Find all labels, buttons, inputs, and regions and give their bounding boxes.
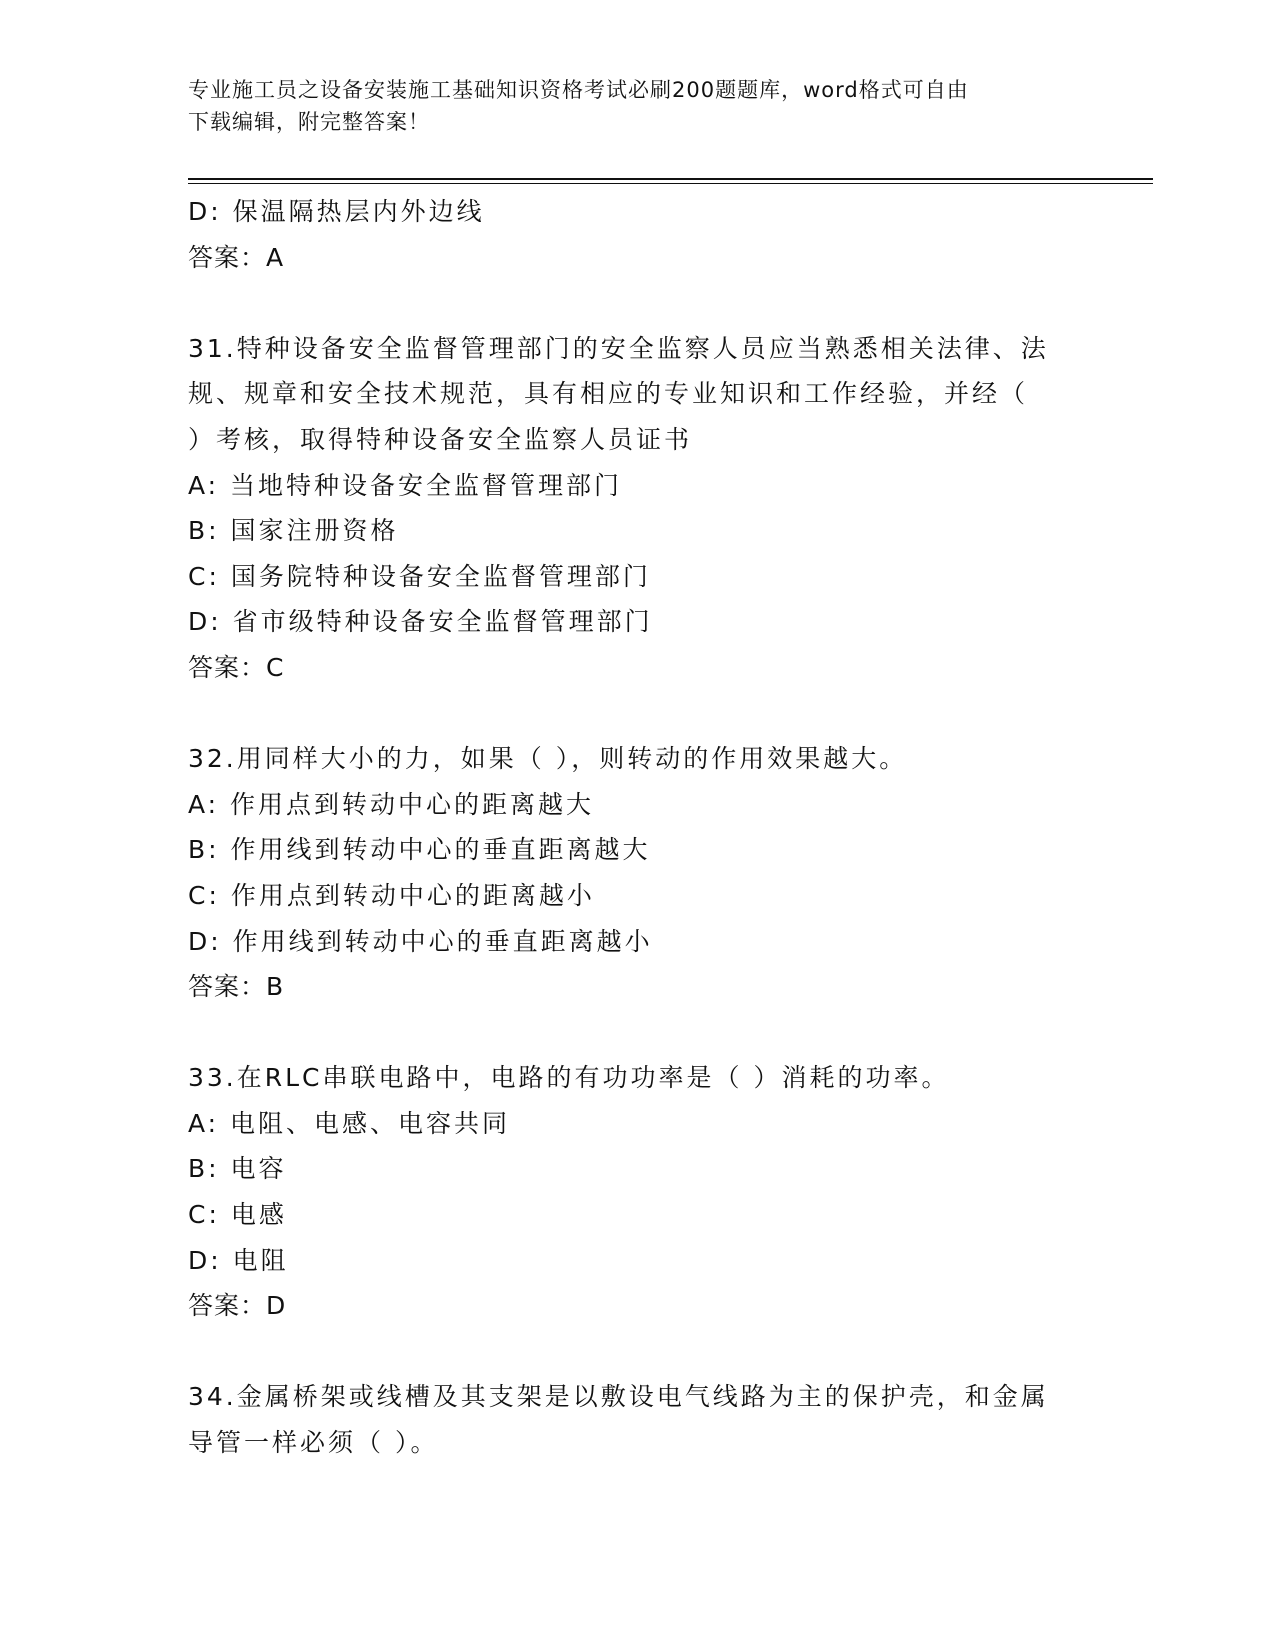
question-text-line: 34.金属桥架或线槽及其支架是以敷设电气线路为主的保护壳，和金属 (188, 1382, 1049, 1412)
option-d: D: 省市级特种设备安全监督管理部门 (188, 607, 653, 637)
header-divider-thick (188, 178, 1153, 180)
option-a: A: 作用点到转动中心的距离越大 (188, 789, 595, 819)
option-b: B: 作用线到转动中心的垂直距离越大 (188, 835, 651, 865)
header-line-2: 下载编辑，附完整答案！ (188, 110, 430, 134)
option-d: D: 保温隔热层内外边线 (188, 197, 485, 226)
option-d: D: 作用线到转动中心的垂直距离越小 (188, 926, 653, 956)
question-33 (188, 1055, 1088, 1329)
question-content (188, 189, 1088, 1466)
option-a: A: 当地特种设备安全监督管理部门 (188, 470, 623, 500)
option-a: A: 电阻、电感、电容共同 (188, 1108, 511, 1138)
question-text-line: 31.特种设备安全监督管理部门的安全监察人员应当熟悉相关法律、法 (188, 333, 1049, 363)
spacer (188, 1010, 1088, 1056)
question-34 (188, 1374, 1088, 1465)
option-b: B: 国家注册资格 (188, 516, 399, 546)
option-c: C: 电感 (188, 1200, 287, 1230)
answer-line: 答案：A (188, 242, 285, 272)
option-c: C: 作用点到转动中心的距离越小 (188, 880, 595, 910)
option-d: D: 电阻 (188, 1245, 289, 1275)
question-32 (188, 736, 1088, 1010)
answer-line: 答案：D (188, 1291, 287, 1321)
question-text-line: 32.用同样大小的力，如果（ ），则转动的作用效果越大。 (188, 744, 908, 774)
answer-line: 答案：B (188, 972, 285, 1002)
spacer (188, 691, 1088, 737)
header-line-1: 专业施工员之设备安装施工基础知识资格考试必刷200题题库，word格式可自由 (188, 78, 969, 102)
option-c: C: 国务院特种设备安全监督管理部门 (188, 561, 651, 591)
page-header (188, 74, 1068, 138)
question-text-line: 导管一样必须（ ）。 (188, 1428, 439, 1458)
question-text-line: 33.在RLC串联电路中，电路的有功功率是（ ）消耗的功率。 (188, 1063, 950, 1093)
question-text-line: ）考核，取得特种设备安全监察人员证书 (188, 424, 693, 454)
question-31 (188, 326, 1088, 691)
spacer (188, 1329, 1088, 1375)
spacer (188, 280, 1088, 326)
answer-line: 答案：C (188, 652, 285, 682)
header-divider-thin (188, 183, 1153, 184)
option-b: B: 电容 (188, 1154, 287, 1184)
question-text-line: 规、规章和安全技术规范，具有相应的专业知识和工作经验，并经（ (188, 379, 1029, 409)
